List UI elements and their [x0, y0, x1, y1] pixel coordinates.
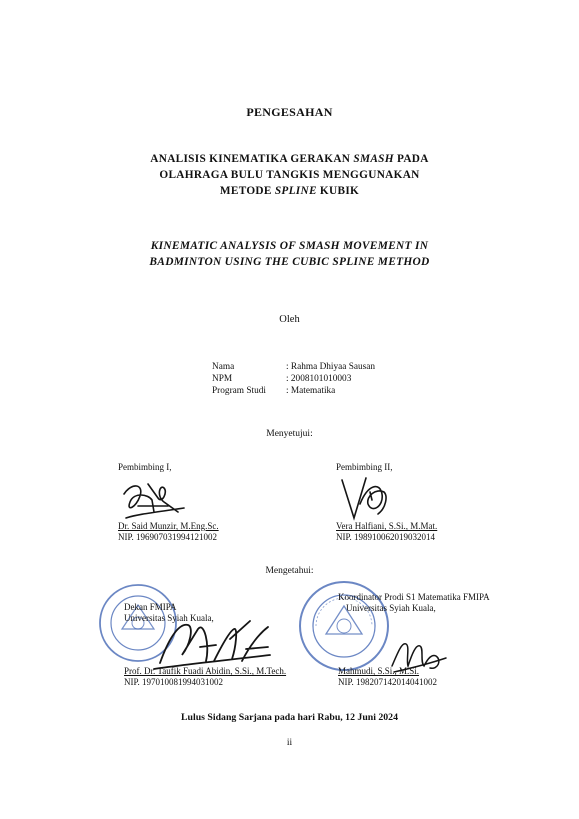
student-row — [212, 385, 375, 397]
coordinator-nip: NIP. 198207142014041002 — [338, 677, 438, 687]
supervisor2-nip: NIP. 198910062019032014 — [336, 532, 436, 542]
student-value: : Rahma Dhiyaa Sausan — [286, 362, 376, 372]
title-en-line-1: KINEMATIC ANALYSIS OF SMASH MOVEMENT IN — [150, 240, 429, 252]
title-en-line-2: BADMINTON USING THE CUBIC SPLINE METHOD — [149, 256, 430, 268]
coordinator-name: Mahmudi, S.Si., M.Si. — [338, 666, 420, 676]
by-label: Oleh — [279, 314, 300, 325]
approval-heading: Menyetujui: — [266, 429, 313, 439]
coordinator-block — [338, 666, 437, 688]
graduation-statement: Lulus Sidang Sarjana pada hari Rabu, 12 Juni 2024 — [181, 712, 398, 723]
supervisor1-signature — [118, 478, 188, 523]
student-value: : Matematika — [286, 386, 336, 396]
supervisor1-block — [118, 521, 219, 543]
dean-block — [124, 666, 286, 688]
student-label: Program Studi — [212, 386, 266, 396]
supervisor2-name: Vera Halfiani, S.Si., M.Mat. — [336, 521, 438, 531]
acknowledged-heading: Mengetahui: — [265, 566, 314, 576]
title-id-line-3: METODE SPLINE KUBIK — [219, 185, 360, 197]
supervisor1-role: Pembimbing I, — [118, 462, 172, 472]
thesis-title-english — [0, 238, 579, 270]
dean-nip: NIP. 197010081994031002 — [124, 677, 224, 687]
student-label: NPM — [212, 374, 233, 384]
supervisor2-role: Pembimbing II, — [336, 462, 393, 472]
supervisor1-nip: NIP. 196907031994121002 — [118, 532, 218, 542]
supervisor1-name: Dr. Said Munzir, M.Eng.Sc. — [118, 521, 219, 531]
page-title: PENGESAHAN — [246, 105, 333, 119]
coordinator-role-line-2: Universitas Syiah Kuala, — [346, 603, 436, 613]
coordinator-role — [338, 592, 490, 614]
thesis-title-indonesian — [0, 151, 579, 199]
student-label: Nama — [212, 362, 235, 372]
supervisor2-signature — [338, 474, 398, 524]
dean-role-line-2: Universitas Syiah Kuala, — [124, 613, 214, 623]
title-id-line-1: ANALISIS KINEMATIKA GERAKAN SMASH PADA — [150, 153, 429, 165]
supervisor2-block — [336, 521, 437, 543]
dean-role-line-1: Dekan FMIPA — [124, 602, 177, 612]
title-id-line-2: OLAHRAGA BULU TANGKIS MENGGUNAKAN — [159, 169, 420, 181]
student-info — [212, 361, 375, 397]
page-number: ii — [286, 738, 293, 748]
student-row — [212, 373, 375, 385]
dean-name: Prof. Dr. Taufik Fuadi Abidin, S.Si., M.Tech. — [124, 666, 287, 676]
student-value: : 2008101010003 — [286, 374, 352, 384]
coordinator-role-line-1: Koordinator Prodi S1 Matematika FMIPA — [338, 592, 490, 602]
student-row — [212, 361, 375, 373]
dean-signature — [150, 615, 275, 673]
